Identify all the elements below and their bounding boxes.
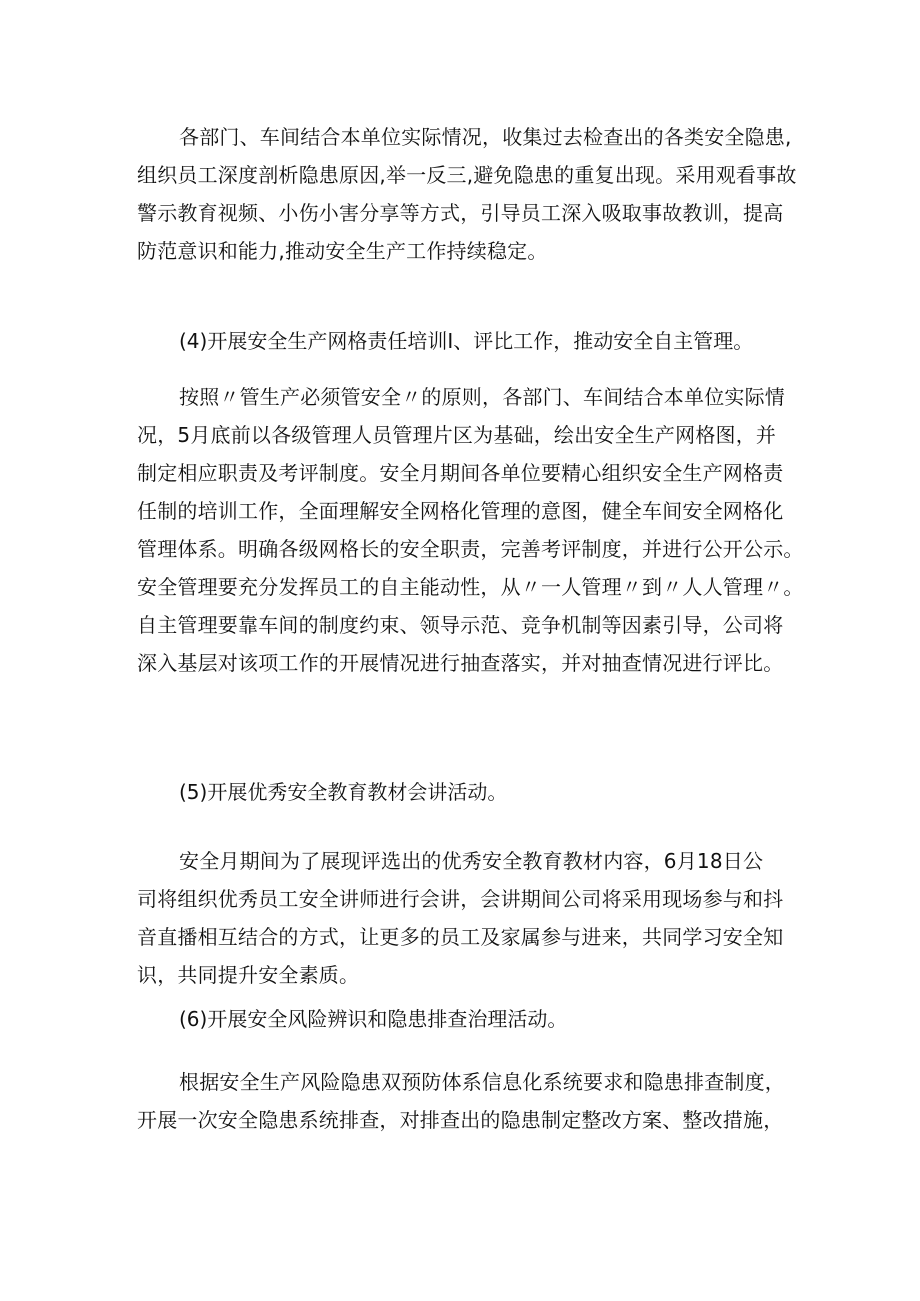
text-line: 识，共同提升安全素质。 xyxy=(137,963,360,987)
text-line: 开展一次安全隐患系统排查，对排查出的隐患制定整改方案、整改措施， xyxy=(137,1108,784,1132)
text-line: 防范意识和能力,推动安全生产工作持续稳定。 xyxy=(137,239,548,263)
text-line: 况，5月底前以各级管理人员管理片区为基础，绘出安全生产网格图，并 xyxy=(137,423,777,447)
text-line: 深入基层对该项工作的开展情况进行抽查落实，并对抽查情况进行评比。 xyxy=(137,651,784,675)
text-line: 任制的培训工作，全面理解安全网格化管理的意图，健全车间安全网格化 xyxy=(137,499,784,523)
paragraph-hazard-review xyxy=(137,118,797,270)
text-line: 警示教育视频、小伤小害分享等方式，引导员工深入吸取事故教训，提高 xyxy=(137,201,784,225)
paragraph-grid-responsibility xyxy=(137,378,804,682)
text-line: 安全管理要充分发挥员工的自主能动性，从〃一人管理〃到〃人人管理〃。 xyxy=(137,575,804,599)
text-line: 各部门、车间结合本单位实际情况，收集过去检查出的各类安全隐患, xyxy=(179,125,792,149)
text-line: 音直播相互结合的方式，让更多的员工及家属参与进来，共同学习安全知 xyxy=(137,925,784,949)
text-line: 组织员工深度剖析隐患原因,举一反三,避免隐患的重复出现。采用观看事故 xyxy=(137,163,797,187)
text-line: 管理体系。明确各级网格长的安全职责，完善考评制度，并进行公开公示。 xyxy=(137,537,804,561)
paragraph-risk-identification xyxy=(137,1063,797,1139)
text-line: 司将组织优秀员工安全讲师进行会讲，会讲期间公司将采用现场参与和抖 xyxy=(137,887,784,911)
section-heading-6: (6)开展安全风险辨识和隐患排查治理活动。 xyxy=(179,1007,568,1031)
paragraph-safety-lectures xyxy=(137,842,797,994)
text-line: 制定相应职责及考评制度。安全月期间各单位要精心组织安全生产网格责 xyxy=(137,461,784,485)
text-line: 根据安全生产风险隐患双预防体系信息化系统要求和隐患排查制度， xyxy=(179,1070,785,1094)
text-line: 自主管理要靠车间的制度约束、领导示范、竞争机制等因素引导，公司将 xyxy=(137,613,784,637)
text-line: 按照〃管生产必须管安全〃的原则，各部门、车间结合本单位实际情 xyxy=(179,385,785,409)
section-heading-4: (4)开展安全生产网格责任培训Ⅰ、评比工作，推动安全自主管理。 xyxy=(179,329,754,353)
text-line: 安全月期间为了展现评选出的优秀安全教育教材内容，6月18日公 xyxy=(179,849,764,873)
section-heading-5: (5)开展优秀安全教育教材会讲活动。 xyxy=(179,780,508,804)
